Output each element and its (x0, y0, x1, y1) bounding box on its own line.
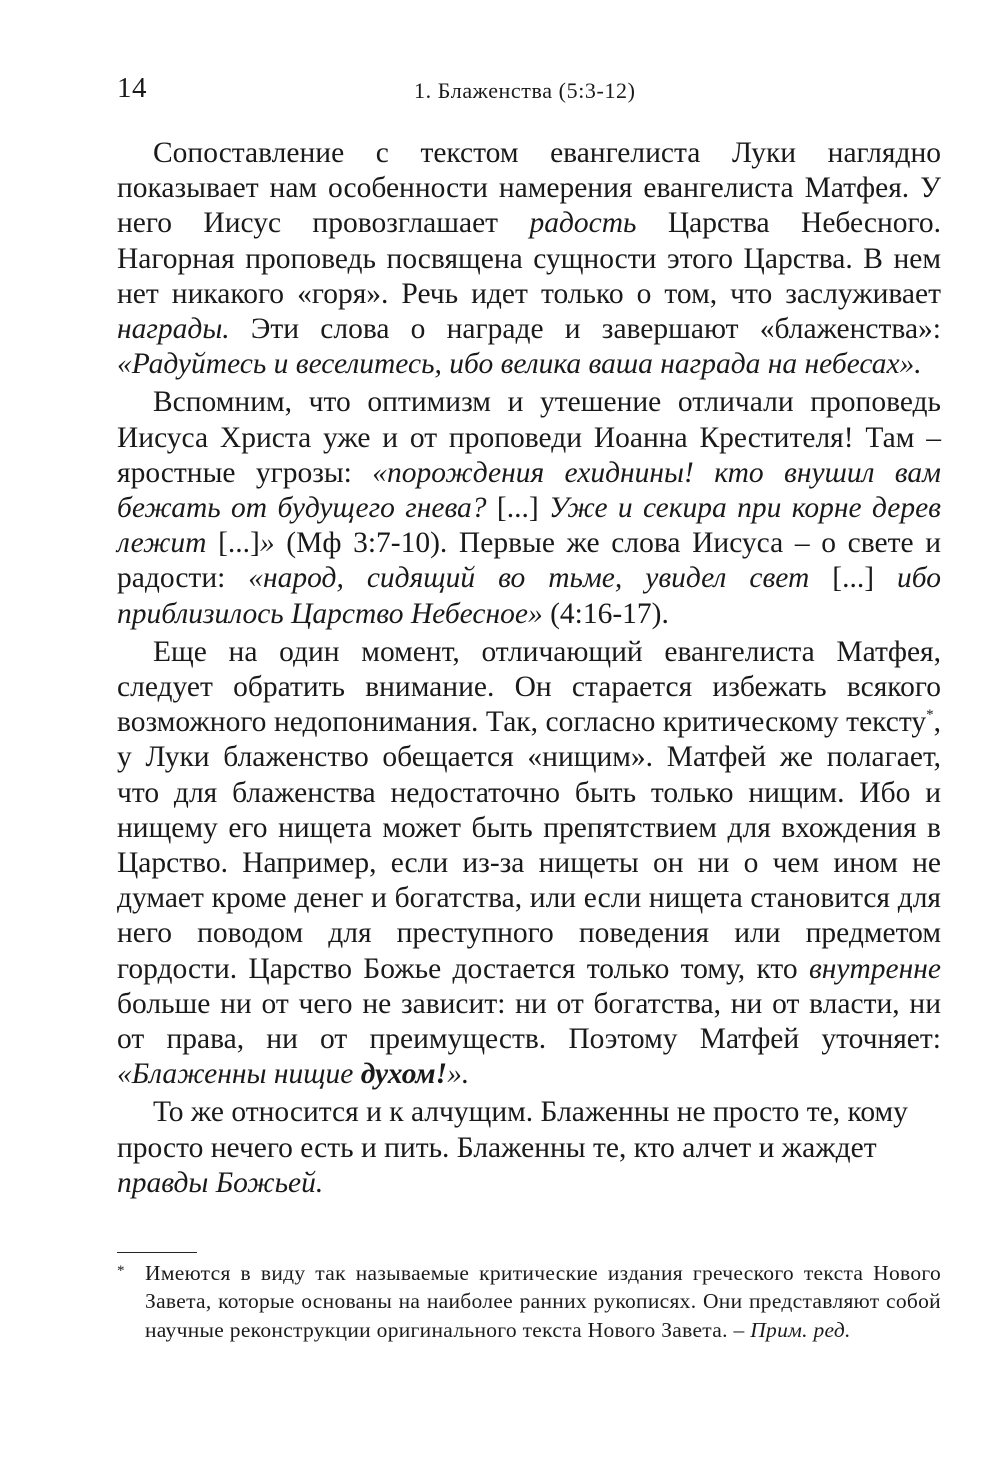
page-header (117, 72, 941, 112)
quote: «народ, сидящий во тьме, увидел свет (248, 562, 810, 595)
paragraph-4: То же относится и к алчущим. Блаженны не просто те, кому просто нечего есть и пить. Блаженны те, кто алчет и жаждет правды Божьей. (117, 1096, 908, 1199)
running-title: 1. Блаженства (5:3-12) (414, 78, 636, 103)
emphasis: правды Божьей. (117, 1166, 324, 1199)
page-number: 14 (117, 72, 147, 104)
footnote-divider (117, 1252, 197, 1253)
paragraph-2: Вспомним, что оптимизм и утешение отличали проповедь Иисуса Христа уже и от проповеди Иоанна Крестителя! Там – яростные угрозы: «порождения ехиднины! кто внушил вам бежать от будущего гнева? [...] Уже и секира при корне дерев лежит [...]» (Мф 3:7-10). Первые же слова Иисуса – о свете и радости: «народ, сидящий во тьме, увидел свет [...] ибо приблизилось Царство Небесное» (4:16-17). (117, 386, 941, 630)
emphasis: награды. (117, 313, 230, 346)
footnote-ref: * (926, 707, 934, 724)
quote: «порождения ехиднины! кто внушил вам бежать от будущего гнева? (117, 456, 941, 525)
body-text (117, 136, 941, 1201)
quote: «Радуйтесь и веселитесь, ибо велика ваша награда на небесах». (117, 348, 922, 381)
bold-emphasis: духом! (360, 1058, 448, 1091)
footnote (117, 1259, 941, 1344)
footnote-mark: * (117, 1263, 125, 1279)
emphasis: радость (529, 207, 637, 240)
footnote-text: Имеются в виду так называемые критические издания греческого текста Нового Завета, которые основаны на наиболее ранних рукописях. Они представляют собой научные реконструкции оригинального текста Нового Завета. – Прим. ред. (145, 1261, 941, 1342)
editor-note: Прим. ред. (750, 1317, 851, 1342)
quote: «Блаженны нищие (117, 1058, 361, 1091)
quote: ибо приблизилось Царство Небесное» (117, 562, 941, 630)
paragraph-1: Сопоставление с текстом евангелиста Луки наглядно показывает нам особенности намерения евангелиста Матфея. У него Иисус провозглашает радость Царства Небесного. Нагорная проповедь посвящена сущности этого Царства. В нем нет никакого «горя». Речь идет только о том, что заслуживает награды. Эти слова о награде и завершают «блаженства»: «Радуйтесь и веселитесь, ибо велика ваша награда на небесах». (117, 137, 942, 381)
quote: Уже и секира при корне дерев лежит (117, 492, 941, 560)
paragraph-3: Еще на один момент, отличающий евангелиста Матфея, следует обратить внимание. Он старается избежать всякого возможного недопонимания. Так, согласно критическому тексту*, у Луки блаженство обещается «нищим». Матфей же полагает, что для блаженства недостаточно быть только нищим. Ибо и нищему его нищета может быть препятствием для вхождения в Царство. Например, если из-за нищеты он ни о чем ином не думает кроме денег и богатства, или если нищета становится для него поводом для преступного поведения или предметом гордости. Царство Божье достается только тому, кто внутренне больше ни от чего не зависит: ни от богатства, ни от власти, ни от права, ни от преимуществ. Поэтому Матфей уточняет: «Блаженны нищие духом!». (117, 635, 941, 1091)
emphasis: внутренне (808, 952, 941, 985)
